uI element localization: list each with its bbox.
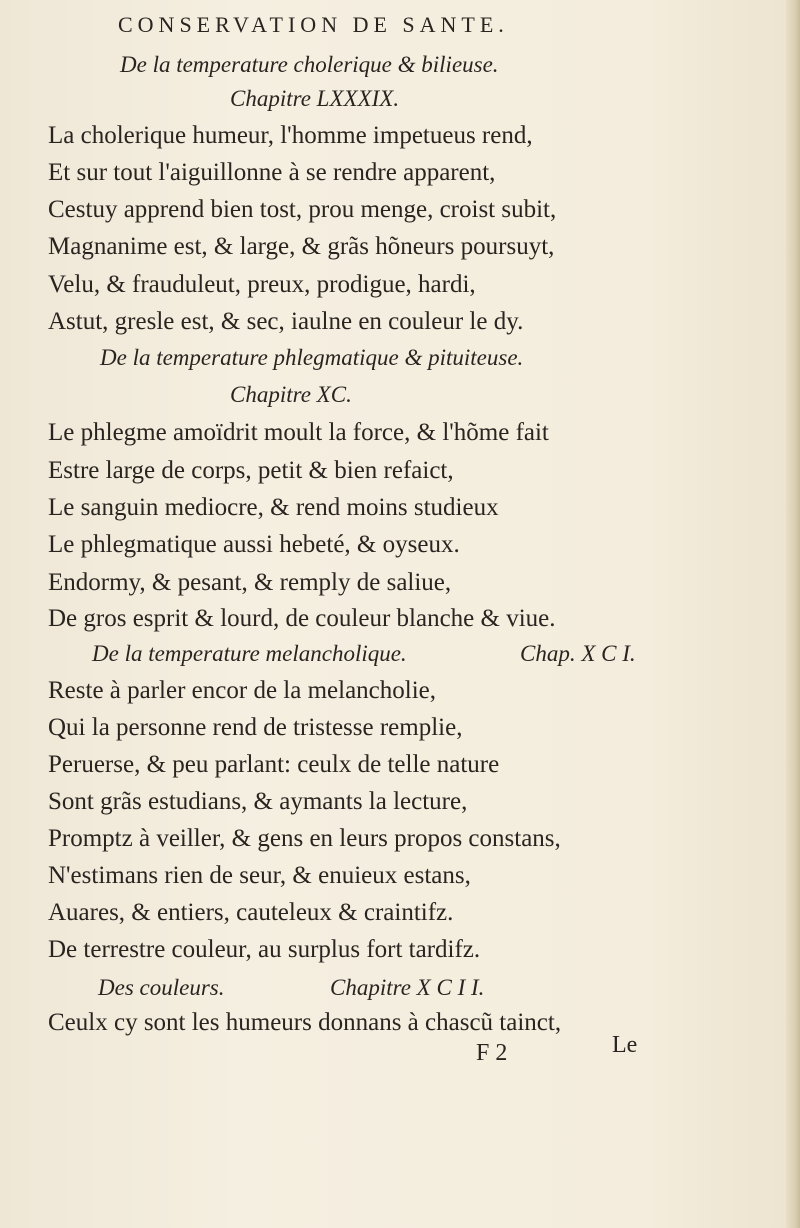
verse-line: La cholerique humeur, l'homme impetueus rend, xyxy=(48,122,533,149)
verse-line: Reste à parler encor de la melancholie, xyxy=(48,677,437,704)
section-title: Des couleurs. xyxy=(98,975,225,1000)
page-edge xyxy=(786,0,800,1228)
chapter-label: Chap. X C I. xyxy=(520,641,636,666)
chapter-label: Chapitre X C I I. xyxy=(330,975,485,1000)
running-head: CONSERVATION DE SANTE. xyxy=(118,12,509,37)
verse-line: Endormy, & pesant, & remply de saliue, xyxy=(48,569,452,596)
chapter-label: Chapitre LXXXIX. xyxy=(230,86,400,111)
verse-line: Astut, gresle est, & sec, iaulne en couleur le dy. xyxy=(48,308,524,335)
verse-line: Peruerse, & peu parlant: ceulx de telle nature xyxy=(48,751,500,778)
section-title: De la temperature melancholique. xyxy=(92,641,407,666)
verse-line: Ceulx cy sont les humeurs donnans à chascũ tainct, xyxy=(48,1009,562,1036)
verse-line: De terrestre couleur, au surplus fort tardifz. xyxy=(48,936,481,963)
verse-line: Magnanime est, & large, & grãs hõneurs poursuyt, xyxy=(48,233,555,260)
verse-line: Le phlegmatique aussi hebeté, & oyseux. xyxy=(48,531,460,558)
verse-line: Le sanguin mediocre, & rend moins studieux xyxy=(48,494,499,521)
verse-line: De gros esprit & lourd, de couleur blanche & viue. xyxy=(48,605,556,632)
signature-mark: F 2 xyxy=(476,1040,508,1066)
verse-line: Cestuy apprend bien tost, prou menge, croist subit, xyxy=(48,196,557,223)
section-title: De la temperature phlegmatique & pituiteuse. xyxy=(100,345,524,370)
verse-line: Sont grãs estudians, & aymants la lecture, xyxy=(48,788,468,815)
verse-line: Estre large de corps, petit & bien refaict, xyxy=(48,457,454,484)
verse-line: Promptz à veiller, & gens en leurs propos constans, xyxy=(48,825,561,852)
catchword: Le xyxy=(612,1032,638,1058)
verse-line: Qui la personne rend de tristesse remplie, xyxy=(48,714,463,741)
chapter-label: Chapitre XC. xyxy=(230,382,352,407)
verse-line: Le phlegme amoïdrit moult la force, & l'hõme fait xyxy=(48,419,549,446)
section-title: De la temperature cholerique & bilieuse. xyxy=(120,52,499,77)
verse-line: Velu, & frauduleut, preux, prodigue, hardi, xyxy=(48,271,476,298)
verse-line: N'estimans rien de seur, & enuieux estans, xyxy=(48,862,471,889)
verse-line: Auares, & entiers, cauteleux & craintifz. xyxy=(48,899,454,926)
verse-line: Et sur tout l'aiguillonne à se rendre apparent, xyxy=(48,159,496,186)
